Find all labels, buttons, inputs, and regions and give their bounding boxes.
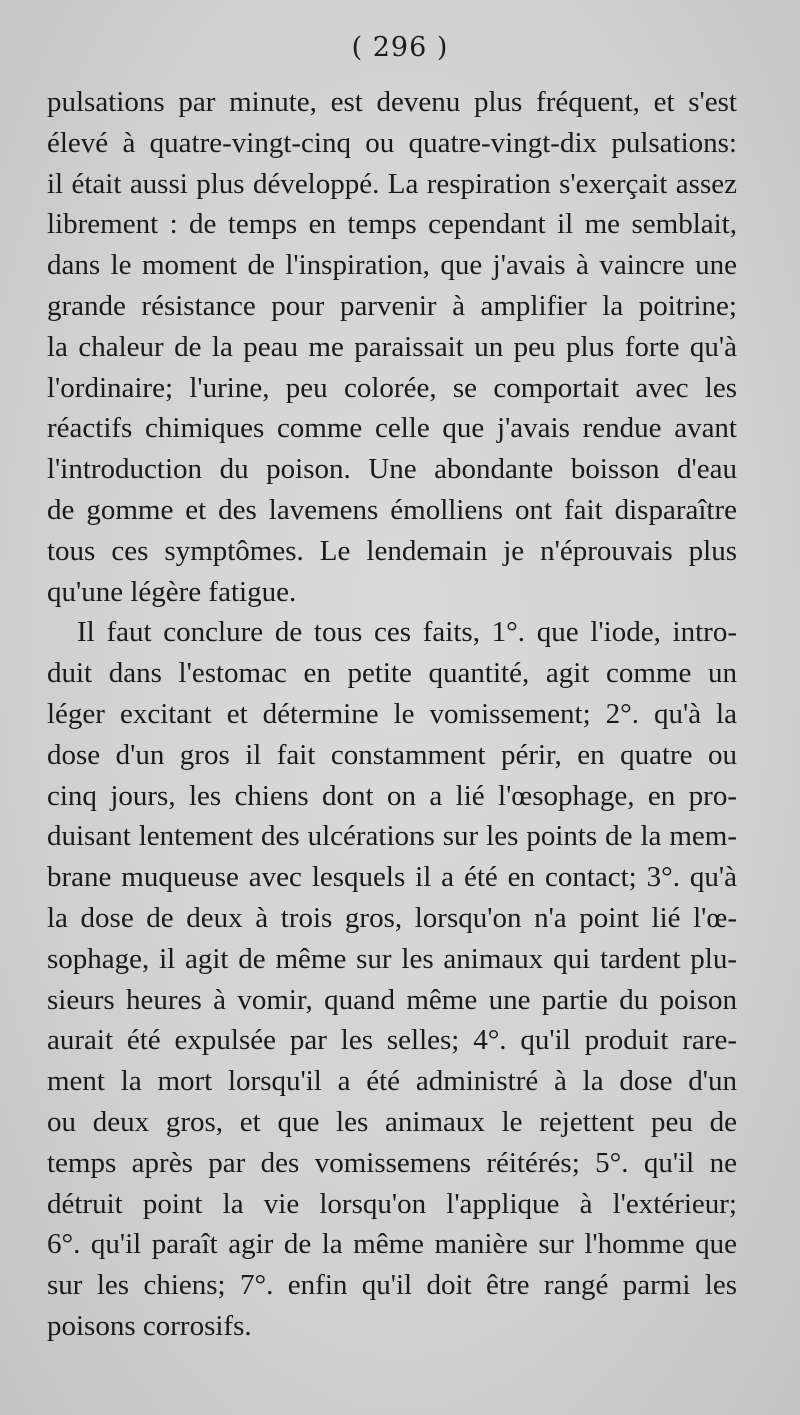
text-line: sur les chiens; 7°. enfin qu'il doit être rangé parmi les [47, 1269, 737, 1302]
text-line: librement : de temps en temps cependant il me semblait, [47, 208, 737, 241]
text-line: cinq jours, les chiens dont on a lié l'œsophage, en pro- [47, 779, 737, 812]
text-line: aurait été expulsée par les selles; 4°. qu'il produit rare- [47, 1024, 737, 1057]
text-line: temps après par des vomissemens réitérés; 5°. qu'il ne [47, 1146, 737, 1179]
text-line: détruit point la vie lorsqu'on l'applique à l'extérieur; [47, 1187, 737, 1220]
text-line: Il faut conclure de tous ces faits, 1°. que l'iode, intro- [77, 616, 737, 649]
text-line: élevé à quatre-vingt-cinq ou quatre-vingt-dix pulsations: [47, 126, 737, 159]
text-line: grande résistance pour parvenir à amplifier la poitrine; [47, 289, 737, 322]
text-line: pulsations par minute, est devenu plus fréquent, et s'est [47, 86, 737, 118]
text-line: 6°. qu'il paraît agir de la même manière sur l'homme que [47, 1228, 737, 1261]
text-line: ou deux gros, et que les animaux le rejettent peu de [47, 1105, 737, 1138]
text-line: duit dans l'estomac en petite quantité, agit comme un [47, 657, 737, 690]
text-line: duisant lentement des ulcérations sur les points de la mem- [47, 820, 737, 853]
paragraph-2 [47, 612, 737, 1346]
text-line: l'ordinaire; l'urine, peu colorée, se comportait avec les [47, 371, 737, 404]
paragraph-1 [47, 82, 737, 612]
text-line: dans le moment de l'inspiration, que j'avais à vaincre une [47, 249, 737, 282]
text-line: léger excitant et détermine le vomissement; 2°. qu'à la [47, 697, 737, 730]
text-line: sieurs heures à vomir, quand même une partie du poison [47, 983, 737, 1016]
text-line: ment la mort lorsqu'il a été administré à la dose d'un [47, 1065, 737, 1098]
text-line: qu'une légère fatigue. [47, 575, 297, 608]
text-line: brane muqueuse avec lesquels il a été en contact; 3°. qu'à [47, 861, 737, 894]
text-line: tous ces symptômes. Le lendemain je n'éprouvais plus [47, 534, 737, 567]
text-line: de gomme et des lavemens émolliens ont fait disparaître [47, 493, 737, 526]
text-line: poisons corrosifs. [47, 1309, 252, 1342]
text-line: sophage, il agit de même sur les animaux qui tardent plu- [47, 942, 737, 975]
text-line: la chaleur de la peau me paraissait un peu plus forte qu'à [47, 330, 737, 363]
page-number: ( 296 ) [351, 32, 449, 63]
text-line: la dose de deux à trois gros, lorsqu'on n'a point lié l'œ- [47, 901, 737, 934]
text-line: il était aussi plus développé. La respiration s'exerçait assez [47, 167, 737, 200]
text-line: l'introduction du poison. Une abondante boisson d'eau [47, 453, 737, 486]
body-text [47, 82, 737, 1347]
text-line: dose d'un gros il fait constamment périr, en quatre ou [47, 738, 737, 771]
text-line: réactifs chimiques comme celle que j'avais rendue avant [47, 412, 737, 445]
